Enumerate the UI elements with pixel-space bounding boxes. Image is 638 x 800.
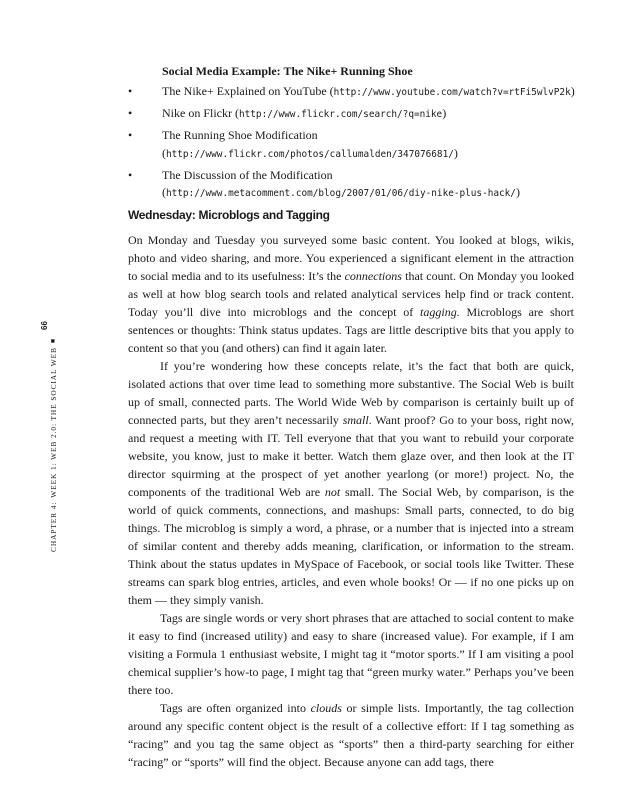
resource-link[interactable]: http://www.metacomment.com/blog/2007/01/06/diy-nike-plus-hack/ <box>166 188 516 199</box>
resource-list-title: Social Media Example: The Nike+ Running Shoe <box>162 64 413 78</box>
list-item: • Nike on Flickr (http://www.flickr.com/search/?q=nike) <box>128 105 578 124</box>
bullet-icon: • <box>128 84 133 98</box>
bullet-icon: • <box>128 167 133 182</box>
paragraph: On Monday and Tuesday you surveyed some basic content. You looked at blogs, wikis, photo and video sharing, and more. You experienced a significant element in the attraction to social media and to its usefulness: It’s the connections that count. On Monday you looked as well at how blog search tools and related analytical services help find or track content. Today you’ll dive into microblogs and the concept of tagging. Microblogs are short sentences or thoughts: Think status updates. Tags are little descriptive bits that you apply to content so that you (and others) can find it again later. <box>128 233 575 355</box>
running-header <box>46 312 64 552</box>
running-header-chapter: CHAPTER 4: <box>48 501 58 552</box>
running-header-week: WEEK 1: WEB 2.0: THE SOCIAL WEB <box>48 347 58 498</box>
bullet-icon: • <box>128 106 133 120</box>
list-item: • The Discussion of the Modification (http://www.metacomment.com/blog/2007/01/06/diy-nike-plus-hack/) <box>128 167 520 199</box>
paragraph: Tags are often organized into clouds or simple lists. Importantly, the tag collection around any specific content object is the result of a collective effort: If I tag something as “racing” and you tag the same object as “sports” then a third-party searching for either “racing” or “sports” will find the object. Because anyone can add tags, there <box>128 701 574 769</box>
resource-list <box>128 83 578 206</box>
bullet-icon: • <box>128 128 133 142</box>
resource-link[interactable]: http://www.youtube.com/watch?v=rtFi5wlvP2k <box>333 87 571 98</box>
resource-link[interactable]: http://www.flickr.com/search/?q=nike <box>239 109 443 120</box>
list-item: • The Running Shoe Modification (http://www.flickr.com/photos/callumalden/347076681/) <box>128 128 458 160</box>
section-heading: Wednesday: Microblogs and Tagging <box>128 208 330 222</box>
body-text <box>128 231 574 771</box>
square-bullet-icon: ■ <box>49 337 57 344</box>
page-number: 66 <box>40 321 49 330</box>
list-item: • The Nike+ Explained on YouTube (http://www.youtube.com/watch?v=rtFi5wlvP2k) <box>128 83 578 102</box>
resource-link[interactable]: http://www.flickr.com/photos/callumalden/347076681/ <box>166 148 454 160</box>
paragraph: Tags are single words or very short phrases that are attached to social content to make it easy to find (increased utility) and easy to share (increased value). For example, if I am visiting a Formula 1 enthusiast website, I might tag it “motor sports.” If I am visiting a pool chemical supplier’s how-to page, I might tag that “green murky water.” Perhaps you’ve been there too. <box>128 611 574 697</box>
paragraph: If you’re wondering how these concepts relate, it’s the fact that both are quick, isolated actions that over time lead to something more substantive. The Social Web is built up of small, connected parts. The World Wide Web by comparison is certainly built up of connected parts, but they aren’t necessarily small. Want proof? Go to your boss, right now, and request a meeting with IT. Tell everyone that that you want to rebuild your corporate website, you know, just to make it better. Watch them glaze over, and then look at the IT director squirming at the prospect of yet another yearlong (or more!) project. No, the components of the traditional Web are not small. The Social Web, by comparison, is the world of quick comments, connections, and mashups: Small parts, connected, to do big things. The microblog is simply a word, a phrase, or a number that is injected into a stream of similar content and thereby adds meaning, clarification, or information to the stream. Think about the status updates in MySpace of Facebook, or social tools like Twitter. These streams can spark blog entries, articles, and even whole books! Or — if no one picks up on them — they simply vanish. <box>128 359 574 607</box>
